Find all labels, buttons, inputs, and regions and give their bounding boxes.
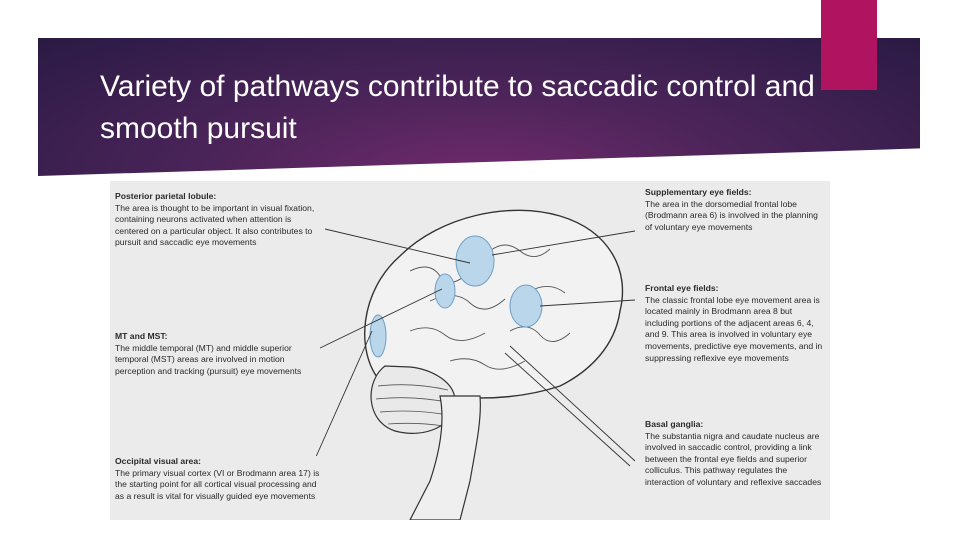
label-frontal-eye-fields [645,283,825,364]
label-basal-ganglia [645,419,825,489]
frontal-eye-field-area [510,285,542,327]
label-heading: Occipital visual area: [115,456,201,466]
label-occipital-visual-area [115,456,325,502]
label-text: The primary visual cortex (VI or Brodmann area 17) is the starting point for all cortical visual processing and as a result is vital for visually guided eye movements [115,467,320,501]
brain-diagram [110,181,830,520]
slide-title: Variety of pathways contribute to saccadic control and smooth pursuit [100,70,815,145]
label-heading: MT and MST: [115,331,168,341]
label-mt-mst [115,331,320,377]
label-supplementary-eye-fields [645,187,825,233]
label-text: The area is thought to be important in visual fixation, containing neurons activated when attention is centered on a particular object. It also contributes to pursuit and saccadic eye movements [115,202,315,248]
label-text: The classic frontal lobe eye movement area is located mainly in Brodmann area 8 but including portions of the adjacent areas 6, 4, and 9. This area is involved in voluntary eye movements, predictive eye movements, and in suppressing reflexive eye movements [645,294,823,363]
mt-mst-area [370,315,386,357]
pointer-occ [315,331,372,459]
label-heading: Basal ganglia: [645,419,704,429]
label-posterior-parietal-lobule [115,191,325,249]
label-heading: Frontal eye fields: [645,283,719,293]
label-heading: Posterior parietal lobule: [115,191,217,201]
label-text: The area in the dorsomedial frontal lobe (Brodmann area 6) is involved in the planning of voluntary eye movements [645,198,818,232]
label-text: The substantia nigra and caudate nucleus are involved in saccadic control, providing a link between the frontal eye fields and superior colliculus. This pathway regulates the interaction of voluntary and reflexive saccades [645,430,822,487]
label-heading: Supplementary eye fields: [645,187,752,197]
label-text: The middle temporal (MT) and middle superior temporal (MST) areas are involved in motion perception and tracking (pursuit) eye movements [115,342,302,376]
accent-bar [821,0,877,90]
